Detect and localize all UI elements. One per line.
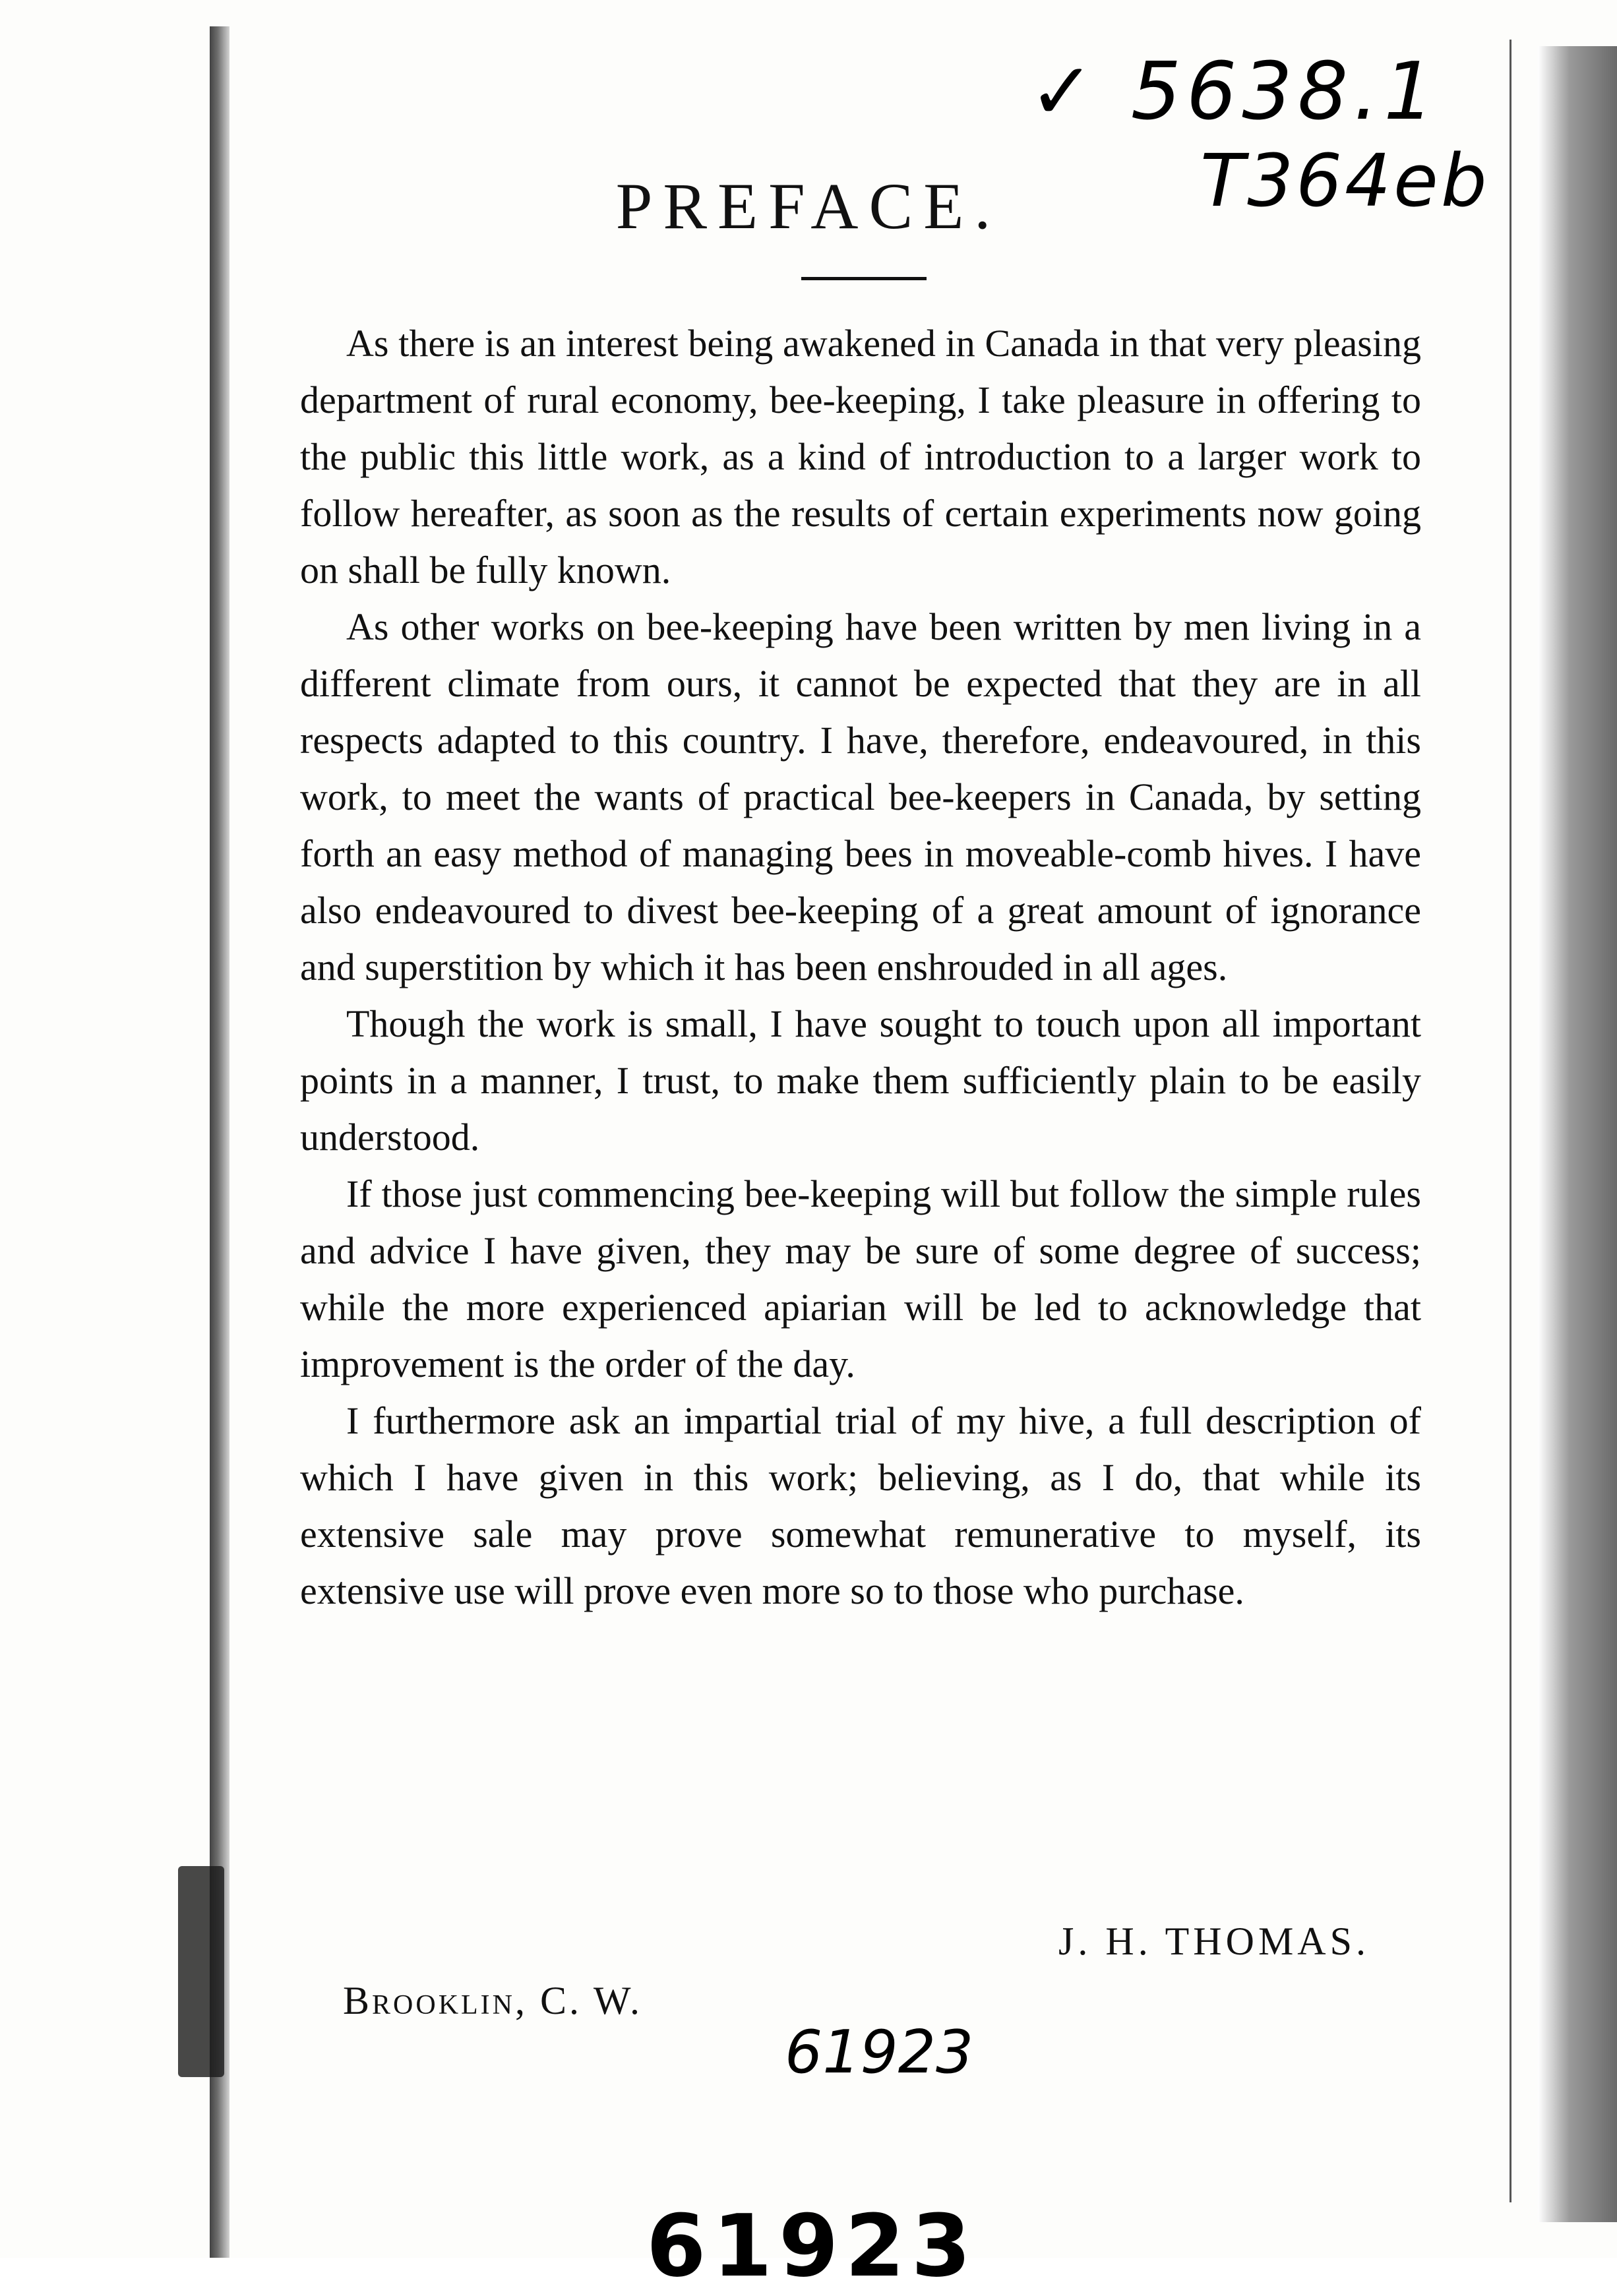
page-edge-shadow xyxy=(1538,46,1617,2222)
handwritten-classmark: T364eb xyxy=(1200,138,1490,223)
place-of-writing: Brooklin, C. W. xyxy=(343,1979,643,2022)
paragraph-1: As there is an interest being awakened in Canada in that very pleasing department of rural economy, bee-keeping, I take pleasure in offering to the public this little work, as a kind of introduction to a larger work to follow hereafter, as soon as the results of certain experiments now going on shall be fully known. xyxy=(300,322,1421,591)
page-title: PREFACE. xyxy=(615,169,1002,243)
title-rule xyxy=(801,277,927,280)
paragraph-2: As other works on bee-keeping have been written by men living in a different climate from ours, it cannot be expected that they are in all respects adapted to this country. I have, therefore, endeavoured, in this work, to meet the wants of practical bee-keepers in Canada, by setting forth an easy method of managing bees in moveable-comb hives. I have also endeavoured to divest bee-keeping of a great amount of ignorance and superstition by which it has been enshrouded in all ages. xyxy=(300,605,1421,988)
paragraph-4: If those just commencing bee-keeping will but follow the simple rules and advice I have given, they may be sure of some degree of success; while the more experienced apiarian will be led to acknowledge that improvement is the order of the day. xyxy=(300,1172,1421,1385)
preface-body xyxy=(300,315,1421,1619)
paragraph-3: Though the work is small, I have sought to touch upon all important points in a manner, I trust, to make them sufficiently plain to be easily understood. xyxy=(300,1002,1421,1159)
handwritten-accession-number: 61923 xyxy=(785,2018,974,2087)
handwritten-call-number: ✓ 5638.1 xyxy=(1029,46,1440,138)
stamped-number: 61923 xyxy=(646,2196,978,2296)
page-edge-line xyxy=(1510,40,1511,2202)
paragraph-5: I furthermore ask an impartial trial of my hive, a full description of which I have given in this work; believing, as I do, that while its extensive sale may prove somewhat remunerative to myself, its extensive use will prove even more so to those who purchase. xyxy=(300,1399,1421,1612)
binding-smudge xyxy=(178,1866,224,2077)
author-signature: J. H. THOMAS. xyxy=(1058,1919,1370,1963)
